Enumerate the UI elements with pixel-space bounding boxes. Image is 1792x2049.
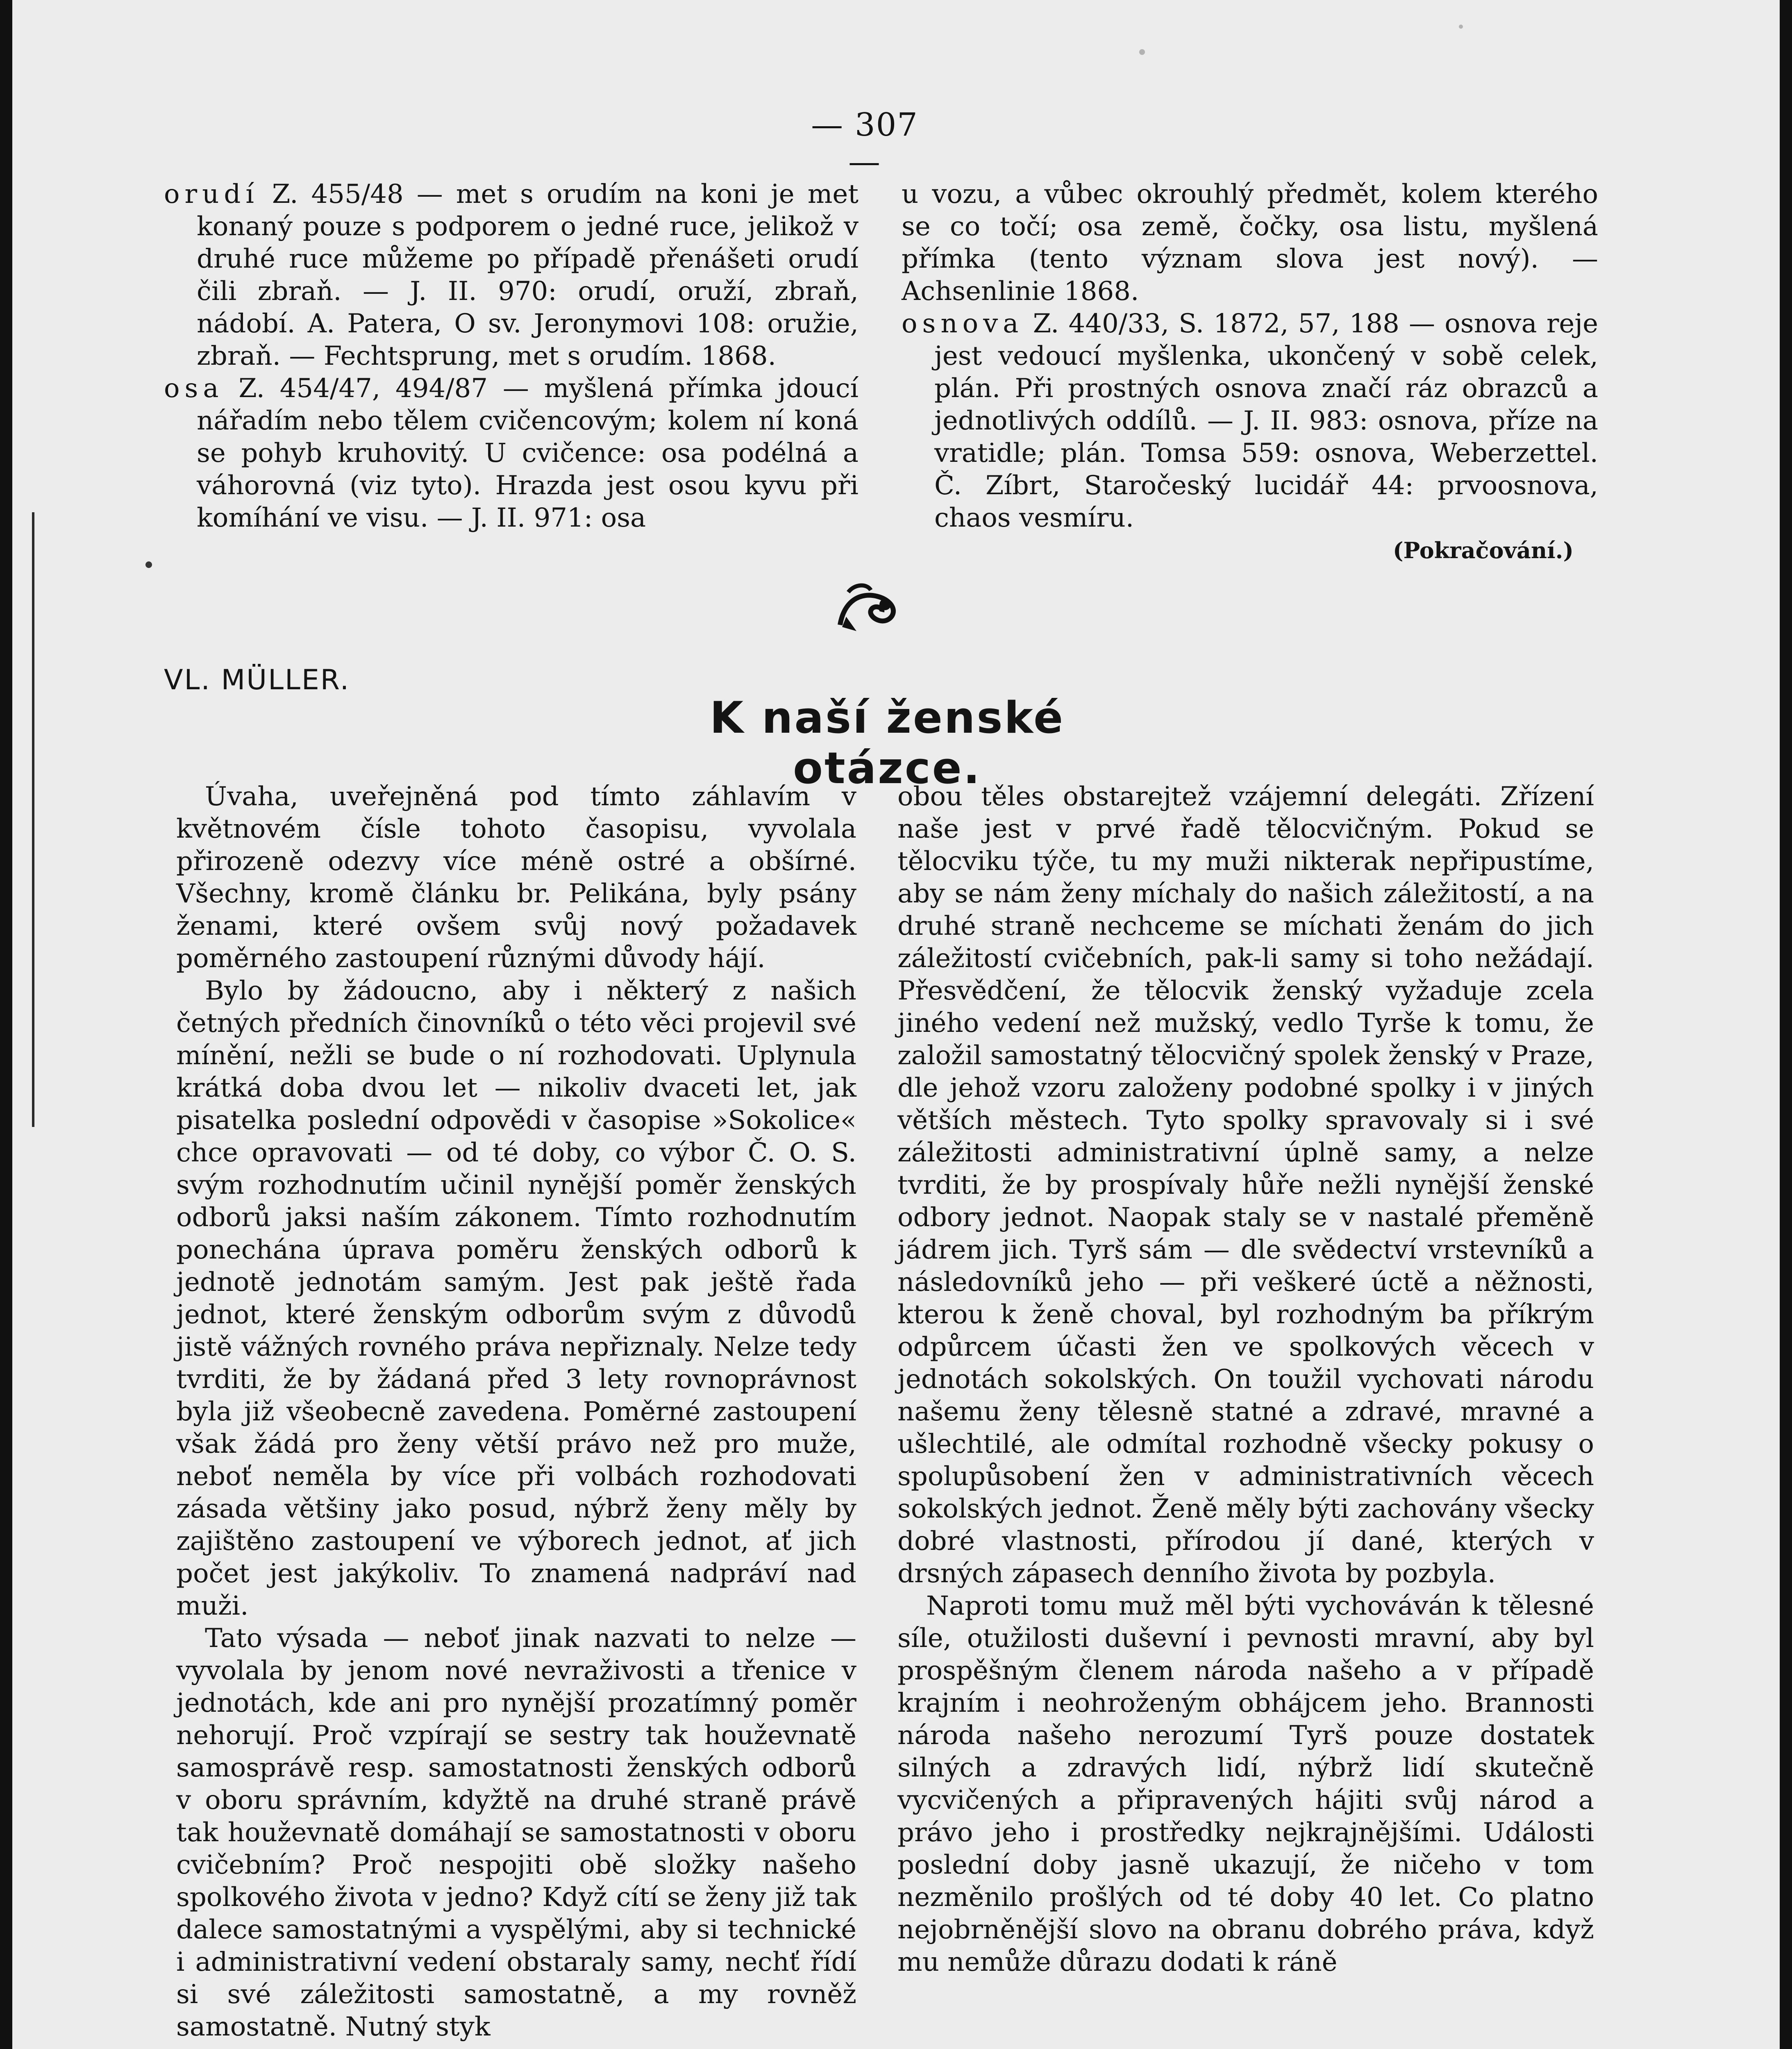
entry-text: Z. 454/47, 494/87 — myšlená přímka jdoucí nářadím nebo tělem cvičencovým; kolem ní koná se pohyb kruhovitý. U cvičence: osa podélná a váhorovná (viz tyto). Hrazda jest osou kyvu při komíhání ve visu. — J. II. 971: osa (197, 373, 859, 533)
glossary-entry-continued: u vozu, a vůbec okrouhlý předmět, kolem kterého se co točí; osa země, čočky, osa listu, myšlená přímka (tento význam slova jest nový). — Achsenlinie 1868. (902, 179, 1598, 307)
scan-speck (145, 561, 152, 568)
entry-text: Z. 455/48 — met s orudím na koni je met konaný pouze s podporem o jedné ruce, jelikož v druhé ruce můžeme po případě přenášeti orudí čili zbraň. — J. II. 970: orudí, oruží, zbraň, nádobí. A. Patera, O sv. Jeronymovi 108: oružie, zbraň. — Fechtsprung, met s orudím. 1868. (197, 179, 859, 371)
headword: osa (164, 373, 224, 404)
page-number: — 307 — (811, 107, 918, 180)
paragraph: Tato výsada — neboť jinak nazvati to nelze — vyvolala by jenom nové nevraživosti a třenice v jednotách, kde ani pro nynější prozatímný poměr nehorují. Proč vzpírají se sestry tak houževnatě samosprávě resp. samostatnosti ženských odborů v oboru správním, kdyžtě na druhé straně právě tak houževnatě domáhají se samostatnosti v oboru cvičebním? Proč nespojiti obě složky našeho spolkového života v jedno? Když cítí se ženy již tak dalece samostatnými a vyspělými, aby si technické i administrativní vedení obstaraly samy, nechť řídí si své záležitosti samostatně, a my rovněž samostatně. Nutný styk (176, 1623, 856, 2042)
scan-edge-left (0, 0, 12, 2049)
scan-speck (1459, 25, 1463, 29)
headword: osnova (902, 309, 1024, 339)
paragraph: Naproti tomu muž měl býti vychováván k tělesné síle, otužilosti duševní i pevnosti mravní, aby byl prospěšným členem národa našeho a v případě krajním i neohroženým obhájcem jeho. Brannosti národa našeho nerozumí Tyrš pouze dostatek silných a zdravých lidí, nýbrž lidí skutečně vycvičených a připravených hájiti svůj národ a právo jeho i prostředky nejkrajnějšími. Události poslední doby jasně ukazují, že ničeho v tom nezměnilo prošlých od té doby 40 let. Co platno nejobrněnější slovo na obranu dobrého práva, když mu nemůže důrazu dodati k ráně (897, 1591, 1594, 1977)
scan-edge-right (1780, 0, 1792, 2049)
scan-speck (1139, 49, 1145, 55)
glossary-entry-osnova (902, 308, 1598, 534)
glossary-column-left (164, 178, 859, 534)
paragraph: obou těles obstarejtež vzájemní delegáti. Zřízení naše jest v prvé řadě tělocvičným. Pokud se tělocviku týče, tu my muži nikterak nepřipustíme, aby se nám ženy míchaly do našich záležitostí, a na druhé straně nechceme se míchati ženám do jich záležitostí cvičebních, pak-li samy si toho nežádají. Přesvědčení, že tělocvik ženský vyžaduje zcela jiného vedení než mužský, vedlo Tyrše k tomu, že založil samostatný tělocvičný spolek ženský v Praze, dle jehož vzoru založeny podobné spolky i v jiných větších městech. Tyto spolky spravovaly si i své záležitosti administrativní úplně samy, a nelze tvrditi, že by prospívaly hůře nežli nynější ženské odbory jednot. Naopak staly se v nastalé přeměně jádrem jich. Tyrš sám — dle svědectví vrstevníků a následovníků jeho — při veškeré úctě a něžnosti, kterou k ženě choval, byl rozhodným ba příkrým odpůrcem účasti žen ve spolkových věcech v jednotách sokolských. On toužil vychovati národu našemu ženy tělesně statné a zdravé, mravné a ušlechtilé, ale odmítal rozhodně všecky pokusy o spolupůsobení žen v administrativních věcech sokolských jednot. Ženě měly býti zachovány všecky dobré vlastnosti, přírodou jí dané, kterých v drsných zápasech denního života by pozbyla. (897, 781, 1594, 1589)
headword: orudí (164, 179, 259, 209)
article-column-right (897, 781, 1594, 1979)
entry-text: Z. 440/33, S. 1872, 57, 188 — osnova reje jest vedoucí myšlenka, ukončený v sobě celek, plán. Při prostných osnova značí ráz obrazců a jednotlivých oddílů. — J. II. 983: osnova, příze na vratidle; plán. Tomsa 559: osnova, Weberzettel. Č. Zíbrt, Staročeský lucidář 44: prvoosnova, chaos vesmíru. (934, 309, 1598, 533)
scan-margin-line (32, 512, 34, 1127)
glossary-column-right (902, 178, 1598, 567)
article-author: VL. MÜLLER. (164, 664, 350, 696)
article-title: K naší ženské otázce. (709, 693, 1065, 793)
paragraph: Bylo by žádoucno, aby i některý z našich četných předních činovníků o této věci projevil své mínění, nežli se bude o ní rozhodovati. Uplynula krátká doba dvou let — nikoliv dvaceti let, jak pisatelka poslední odpovědi v časopise »Sokolice« chce opravovati — od té doby, co výbor Č. O. S. svým rozhodnutím učinil nynější poměr ženských odborů jaksi naším zákonem. Tímto rozhodnutím ponechána úprava poměru ženských odborů k jednotě jednotám samým. Jest pak ještě řada jednot, které ženským odborům svým z důvodů jistě vážných rovného práva nepřiznaly. Nelze tedy tvrditi, že by žádaná před 3 lety rovnoprávnost byla již všeobecně zavedena. Poměrné zastoupení však žádá pro ženy větší právo než pro muže, neboť neměla by více při volbách rozhodovati zásada většiny jako posud, nýbrž ženy měly by zajištěno zastoupení ve výborech jednot, ať jich počet jest jakýkoliv. To znamená nadpráví nad muži. (176, 976, 856, 1621)
paragraph: Úvaha, uveřejněná pod tímto záhlavím v květnovém čísle tohoto časopisu, vyvolala přirozeně odezvy více méně ostré a obšírné. Všechny, kromě článku br. Pelikána, byly psány ženami, které ovšem svůj nový požadavek poměrného zastoupení různými důvody hájí. (176, 781, 856, 974)
continued-note: (Pokračování.) (1393, 537, 1574, 563)
glossary-entry-osa (164, 373, 859, 534)
floral-ornament-icon (832, 576, 906, 637)
glossary-entry-orudi (164, 178, 859, 373)
article-column-left (176, 781, 856, 2043)
